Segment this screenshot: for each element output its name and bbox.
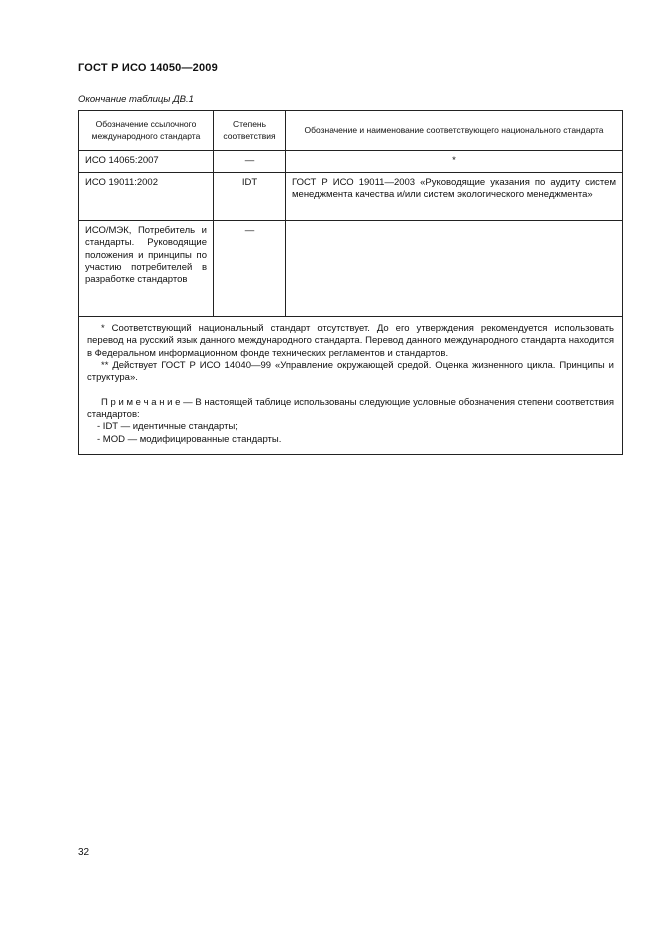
footnote-asterisk: * Соответствующий национальный стандарт отсутствует. До его утверждения рекомендуется использовать перевод на русский язык данного международного стандарта. Перевод данного международного стандарта находится в Федеральном информационном фонде технических регламентов и стандартов. — [87, 323, 614, 359]
footnote-double-asterisk: ** Действует ГОСТ Р ИСО 14040—99 «Управление окружающей средой. Оценка жизненного цикла. Принципы и структура». — [87, 360, 614, 384]
table-footnote-row — [79, 317, 623, 455]
table-row — [79, 221, 623, 317]
cell-national-standard: * — [286, 151, 623, 173]
note-text: — В настоящей таблице использованы следующие условные обозначения степени соответствия стандартов: — [87, 396, 614, 421]
table-row — [79, 173, 623, 221]
cell-reference-standard: ИСО/МЭК, Потребитель и стандарты. Руководящие положения и принципы по участию потребителей в разработке стандартов — [79, 221, 214, 317]
cell-conformity-degree: — — [214, 221, 286, 317]
cell-conformity-degree: — — [214, 151, 286, 173]
note-item-mod: - MOD — модифицированные стандарты. — [97, 433, 282, 445]
note-paragraph — [87, 397, 614, 422]
standards-correspondence-table — [78, 110, 623, 455]
note-label: П р и м е ч а н и е — [101, 396, 181, 408]
table-caption: Окончание таблицы ДВ.1 — [78, 94, 194, 105]
column-header-reference-standard: Обозначение ссылочного международного стандарта — [79, 111, 214, 151]
cell-reference-standard: ИСО 19011:2002 — [79, 173, 214, 221]
document-title: ГОСТ Р ИСО 14050—2009 — [78, 62, 218, 74]
table-header-row — [79, 111, 623, 151]
table-footnotes-cell — [79, 317, 623, 455]
column-header-national-standard: Обозначение и наименование соответствующего национального стандарта — [286, 111, 623, 151]
cell-national-standard — [286, 221, 623, 317]
cell-conformity-degree: IDT — [214, 173, 286, 221]
table-row — [79, 151, 623, 173]
column-header-conformity-degree: Степень соответствия — [214, 111, 286, 151]
cell-reference-standard: ИСО 14065:2007 — [79, 151, 214, 173]
note-item-idt: - IDT — идентичные стандарты; — [97, 421, 238, 433]
cell-national-standard: ГОСТ Р ИСО 19011—2003 «Руководящие указания по аудиту систем менеджмента качества и/или систем экологического менеджмента» — [286, 173, 623, 221]
page-number: 32 — [78, 847, 90, 858]
